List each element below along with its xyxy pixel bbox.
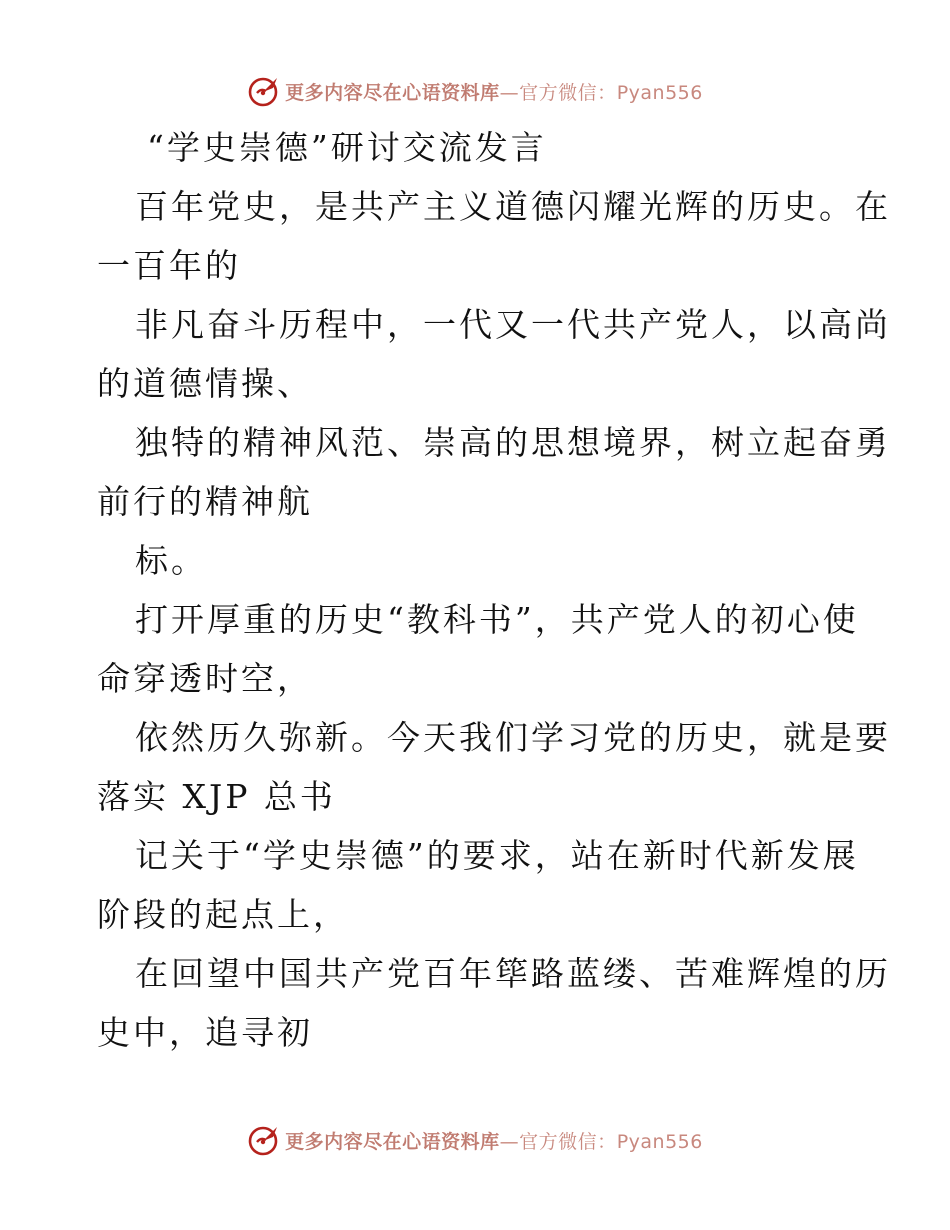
body-line: 一百年的: [97, 246, 241, 285]
body-line: 命穿透时空，: [97, 659, 313, 698]
pen-nib-logo-icon: [247, 1123, 281, 1157]
body-line: 非凡奋斗历程中，一代又一代共产党人，以高尚: [135, 305, 891, 344]
body-line: 落实 XJP 总书: [97, 777, 336, 816]
banner-separator: —: [499, 1130, 520, 1153]
banner-brand: 更多内容尽在心语资料库: [285, 1130, 500, 1153]
body-line: 独特的精神风范、崇高的思想境界，树立起奋勇: [135, 423, 891, 462]
body-line: 百年党史，是共产主义道德闪耀光辉的历史。在: [135, 187, 891, 226]
banner-suffix: 官方微信：: [519, 1130, 617, 1153]
body-line: 前行的精神航: [97, 482, 313, 521]
pen-nib-logo-icon: [247, 74, 281, 108]
banner-handle: Pyan556: [616, 1130, 703, 1153]
body-line: 阶段的起点上，: [97, 895, 349, 934]
footer-banner: [0, 1120, 950, 1160]
banner-text: [285, 1127, 703, 1154]
body-line: 标。: [135, 541, 207, 580]
body-line: 打开厚重的历史“教科书”，共产党人的初心使: [135, 600, 859, 639]
body-line: 的道德情操、: [97, 364, 313, 403]
banner-text: [285, 78, 703, 105]
banner-separator: —: [499, 81, 520, 104]
document-title: “学史崇德”研讨交流发言: [147, 128, 547, 167]
body-line: 在回望中国共产党百年筚路蓝缕、苦难辉煌的历: [135, 954, 891, 993]
banner-handle: Pyan556: [616, 81, 703, 104]
body-line: 史中，追寻初: [97, 1013, 313, 1052]
header-banner: [0, 71, 950, 111]
body-line: 依然历久弥新。今天我们学习党的历史，就是要: [135, 718, 891, 757]
document-body: [97, 118, 891, 1062]
body-line: 记关于“学史崇德”的要求，站在新时代新发展: [135, 836, 859, 875]
banner-suffix: 官方微信：: [519, 81, 617, 104]
banner-brand: 更多内容尽在心语资料库: [285, 81, 500, 104]
